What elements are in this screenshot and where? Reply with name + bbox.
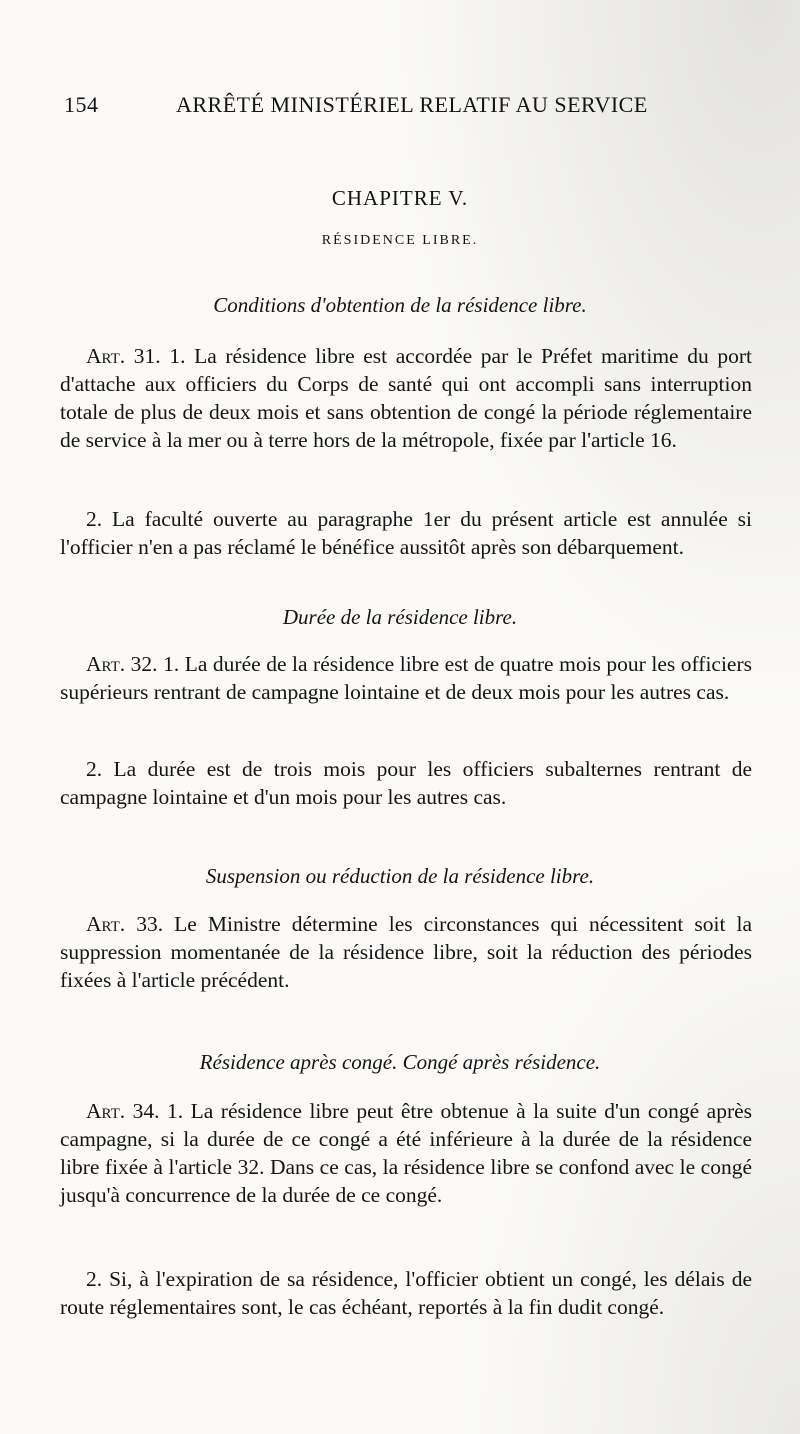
paragraph-text: 1. La durée de la résidence libre est de quatre mois pour les officiers supérieurs rentrant de campagne lointaine et de deux mois pour les autres cas. (60, 652, 753, 704)
article-31-paragraph-1 (60, 342, 752, 454)
article-33-paragraph (60, 910, 752, 994)
paragraph-text: 1. La résidence libre est accordée par le Préfet maritime du port d'attache aux officiers du Corps de santé qui ont accompli sans interruption totale de plus de deux mois et sans obtention de congé la période réglementaire de service à la mer ou à terre hors de la métropole, fixée par l'article 16. (60, 344, 752, 452)
section-heading-residence-conge: Résidence après congé. Congé après résidence. (199, 1050, 601, 1074)
article-34-paragraph-1 (60, 1097, 752, 1209)
section-heading-duree: Durée de la résidence libre. (282, 605, 518, 629)
article-31-paragraph-2 (60, 505, 752, 561)
article-34-paragraph-2 (60, 1265, 752, 1321)
paragraph-text: 2. Si, à l'expiration de sa résidence, l'officier obtient un congé, les délais de route réglementaires sont, le cas échéant, reportés à la fin dudit congé. (60, 1267, 752, 1319)
article-number: Art. 33. (86, 912, 164, 936)
article-32-paragraph-1 (60, 650, 752, 706)
chapter-subtitle: RÉSIDENCE LIBRE. (321, 233, 479, 248)
page-number: 154 (64, 92, 99, 117)
section-heading-conditions: Conditions d'obtention de la résidence libre. (213, 293, 587, 317)
running-header (64, 92, 754, 122)
article-32-paragraph-2 (60, 755, 752, 811)
paragraph-text: 2. La durée est de trois mois pour les officiers subalternes rentrant de campagne lointaine et d'un mois pour les autres cas. (60, 757, 752, 809)
article-number: Art. 32. (86, 652, 158, 676)
article-number: Art. 31. (86, 344, 161, 368)
paragraph-text: Le Ministre détermine les circonstances qui nécessitent soit la suppression momentanée de la résidence libre, soit la réduction des périodes fixées à l'article précédent. (60, 912, 753, 992)
article-number: Art. 34. (86, 1099, 160, 1123)
paragraph-text: 2. La faculté ouverte au paragraphe 1er du présent article est annulée si l'officier n'en a pas réclamé le bénéfice aussitôt après son débarquement. (60, 507, 752, 559)
chapter-title: CHAPITRE V. (331, 186, 469, 210)
section-heading-suspension: Suspension ou réduction de la résidence libre. (205, 864, 595, 888)
paragraph-text: 1. La résidence libre peut être obtenue à la suite d'un congé après campagne, si la durée de ce congé a été inférieure à la durée de la résidence libre fixée à l'article 32. Dans ce cas, la résidence libre se confond avec le congé jusqu'à concurrence de la durée de ce congé. (60, 1099, 753, 1207)
running-title: ARRÊTÉ MINISTÉRIEL RELATIF AU SERVICE (176, 92, 648, 117)
